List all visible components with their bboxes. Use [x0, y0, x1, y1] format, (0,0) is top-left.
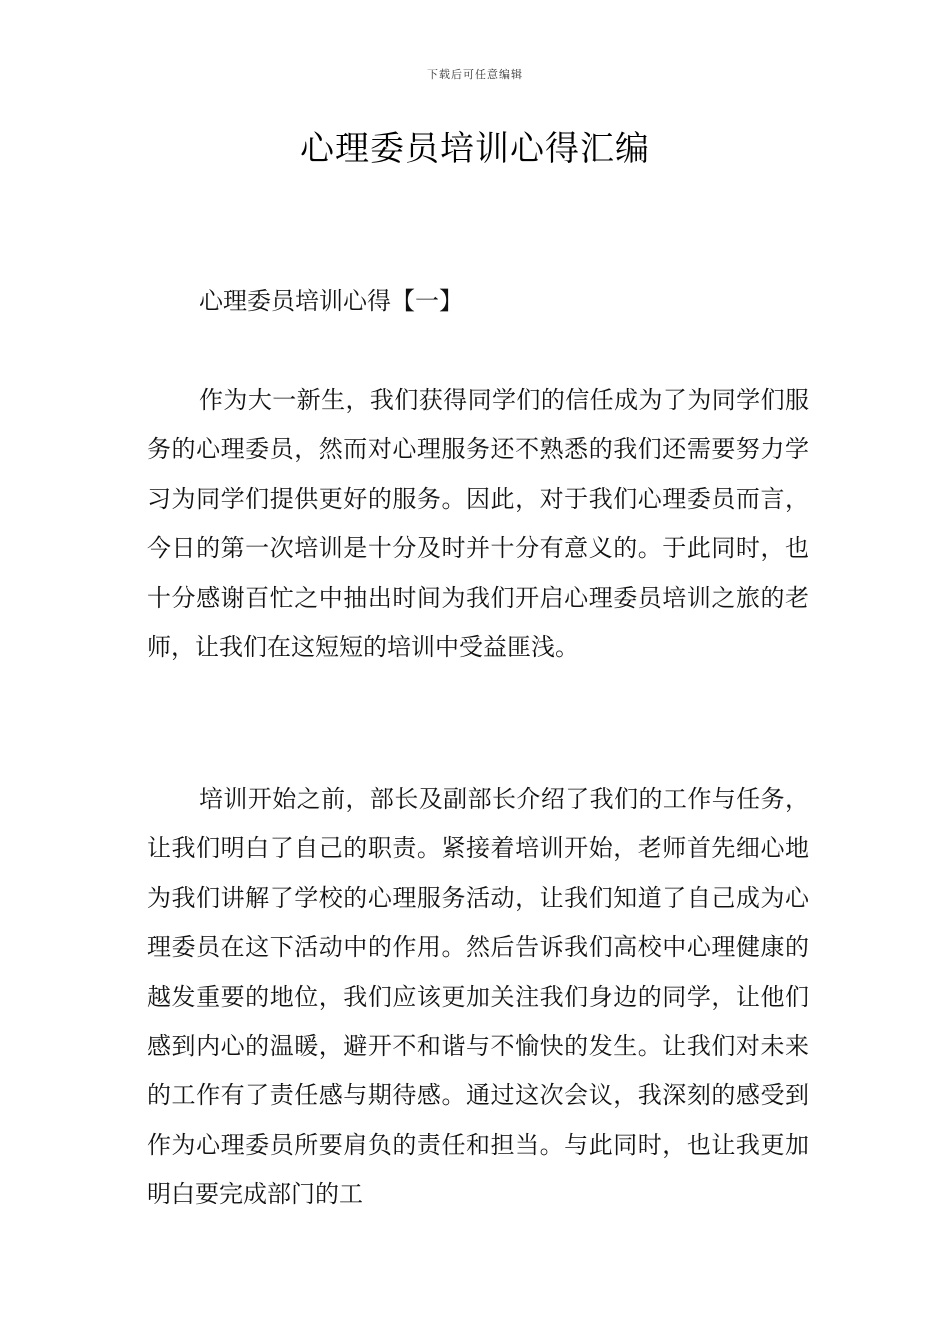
body-paragraph: 作为大一新生，我们获得同学们的信任成为了为同学们服务的心理委员，然而对心理服务还不熟悉的我们还需要努力学习为同学们提供更好的服务。因此，对于我们心理委员而言，今日的第一次培训是十分及时并十分有意义的。于此同时，也十分感谢百忙之中抽出时间为我们开启心理委员培训之旅的老师，让我们在这短短的培训中受益匪浅。 [147, 386, 809, 662]
body-paragraph: 培训开始之前，部长及副部长介绍了我们的工作与任务，让我们明白了自己的职责。紧接着培训开始，老师首先细心地为我们讲解了学校的心理服务活动，让我们知道了自己成为心理委员在这下活动中的作用。然后告诉我们高校中心理健康的越发重要的地位，我们应该更加关注我们身边的同学，让他们感到内心的温暖，避开不和谐与不愉快的发生。让我们对未来的工作有了责任感与期待感。通过这次会议，我深刻的感受到作为心理委员所要肩负的责任和担当。与此同时，也让我更加明白要完成部门的工 [147, 785, 809, 1209]
header-note: 下载后可任意编辑 [427, 68, 523, 81]
section-heading: 心理委员培训心得【一】 [199, 287, 463, 315]
page-title: 心理委员培训心得汇编 [300, 129, 650, 169]
